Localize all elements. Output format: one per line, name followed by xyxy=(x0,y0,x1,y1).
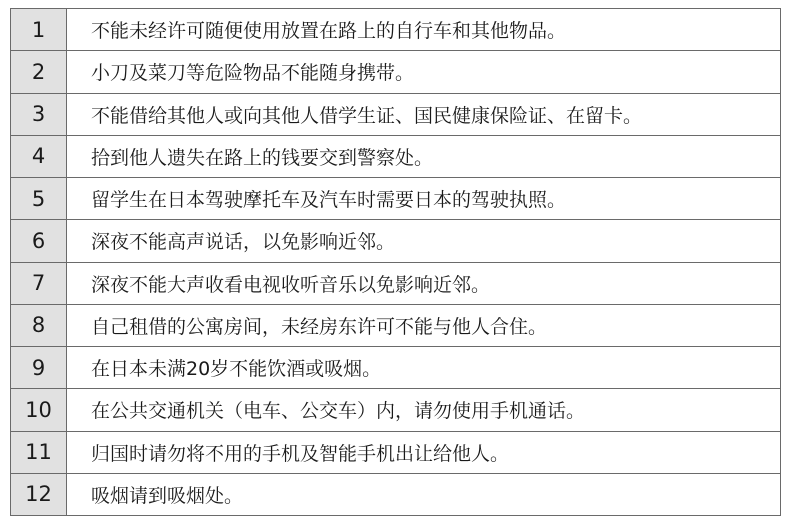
row-number: 9 xyxy=(11,347,67,389)
table-row xyxy=(11,93,781,135)
table-row xyxy=(11,220,781,262)
row-number: 8 xyxy=(11,304,67,346)
rule-text: 不能未经许可随便使用放置在路上的自行车和其他物品。 xyxy=(67,9,781,51)
rule-text: 吸烟请到吸烟处。 xyxy=(67,473,781,515)
rule-text: 在公共交通机关（电车、公交车）内，请勿使用手机通话。 xyxy=(67,389,781,431)
row-number: 10 xyxy=(11,389,67,431)
row-number: 5 xyxy=(11,178,67,220)
row-number: 12 xyxy=(11,473,67,515)
row-number: 6 xyxy=(11,220,67,262)
row-number: 11 xyxy=(11,431,67,473)
rule-text: 小刀及菜刀等危险物品不能随身携带。 xyxy=(67,51,781,93)
row-number: 3 xyxy=(11,93,67,135)
row-number: 2 xyxy=(11,51,67,93)
table-row xyxy=(11,135,781,177)
rules-table xyxy=(10,8,781,516)
rule-text: 不能借给其他人或向其他人借学生证、国民健康保险证、在留卡。 xyxy=(67,93,781,135)
table-row xyxy=(11,9,781,51)
table-row xyxy=(11,389,781,431)
row-number: 7 xyxy=(11,262,67,304)
row-number: 1 xyxy=(11,9,67,51)
rule-text: 留学生在日本驾驶摩托车及汽车时需要日本的驾驶执照。 xyxy=(67,178,781,220)
table-row xyxy=(11,473,781,515)
table-row xyxy=(11,347,781,389)
rule-text: 拾到他人遗失在路上的钱要交到警察处。 xyxy=(67,135,781,177)
rule-text: 在日本未满20岁不能饮酒或吸烟。 xyxy=(67,347,781,389)
table-row xyxy=(11,51,781,93)
rule-text: 归国时请勿将不用的手机及智能手机出让给他人。 xyxy=(67,431,781,473)
rule-text: 自己租借的公寓房间，未经房东许可不能与他人合住。 xyxy=(67,304,781,346)
table-row xyxy=(11,431,781,473)
table-row xyxy=(11,304,781,346)
row-number: 4 xyxy=(11,135,67,177)
rule-text: 深夜不能大声收看电视收听音乐以免影响近邻。 xyxy=(67,262,781,304)
table-row xyxy=(11,178,781,220)
table-row xyxy=(11,262,781,304)
rule-text: 深夜不能高声说话，以免影响近邻。 xyxy=(67,220,781,262)
